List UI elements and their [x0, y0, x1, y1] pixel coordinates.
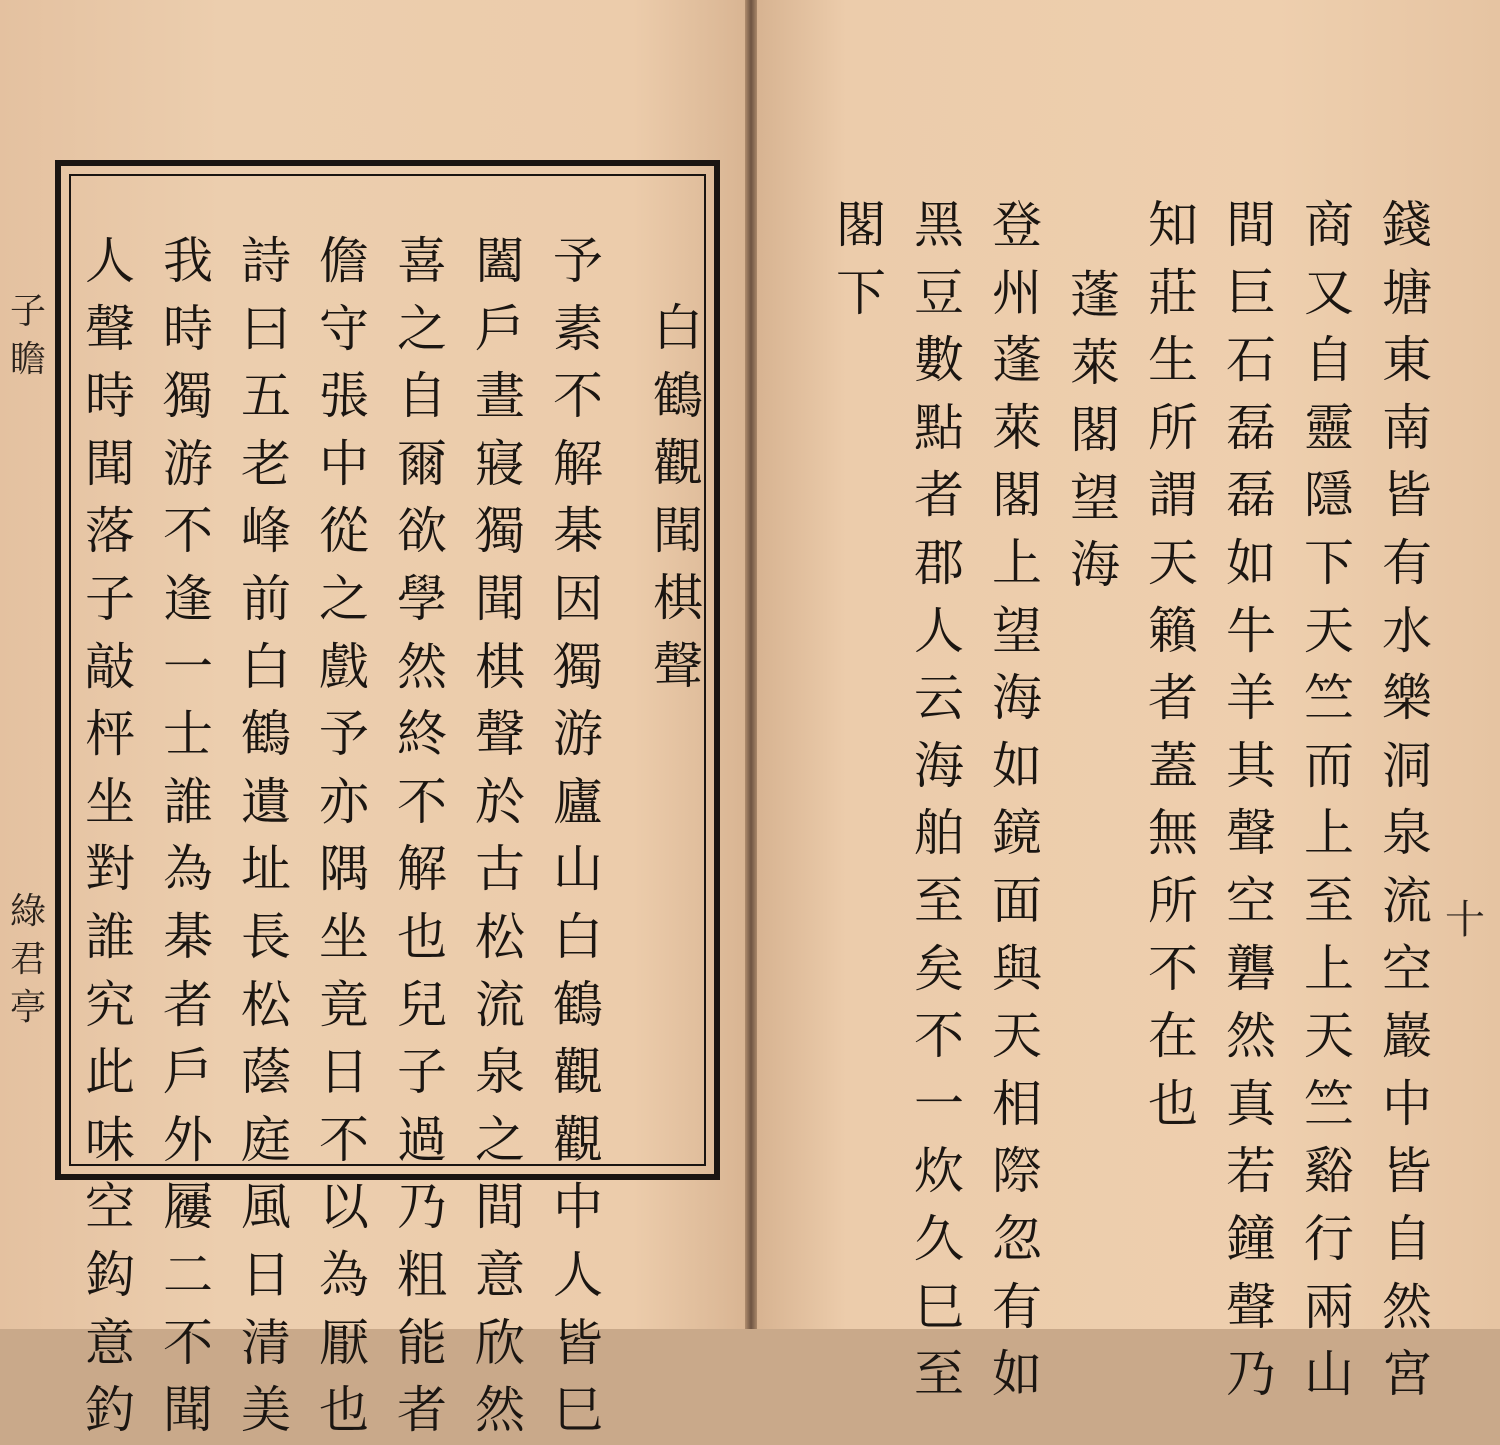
- glyph: 知: [1148, 196, 1198, 254]
- glyph: 皆: [1382, 466, 1432, 525]
- glyph: 白: [553, 907, 603, 966]
- glyph: 空: [85, 1178, 135, 1237]
- glyph: 水: [1382, 601, 1432, 660]
- glyph: 然: [397, 637, 447, 696]
- glyph: 聲: [85, 299, 135, 358]
- glyph: 曰: [241, 299, 291, 358]
- glyph: 舶: [914, 804, 964, 863]
- glyph: 守: [319, 299, 369, 358]
- glyph: 有: [1382, 533, 1432, 592]
- text-column: [1299, 192, 1359, 1409]
- glyph: 聞: [163, 1381, 213, 1440]
- glyph: 者: [1148, 669, 1198, 728]
- glyph: 觀: [553, 1043, 603, 1102]
- glyph: 白: [241, 637, 291, 696]
- glyph: 蔭: [241, 1043, 291, 1102]
- glyph: 望: [992, 601, 1042, 660]
- glyph: 子: [397, 1043, 447, 1102]
- glyph: 究: [85, 975, 135, 1034]
- glyph: 謂: [1148, 466, 1198, 525]
- glyph: 松: [475, 907, 525, 966]
- glyph: 日: [241, 1245, 291, 1304]
- glyph: 巨: [1226, 263, 1276, 322]
- glyph: 屨: [163, 1178, 213, 1237]
- glyph: 者: [914, 466, 964, 525]
- glyph: 生: [1148, 331, 1198, 390]
- glyph: 至: [914, 1345, 964, 1404]
- text-column: [158, 228, 218, 1445]
- glyph: 空: [1226, 871, 1276, 930]
- glyph: 又: [1304, 263, 1354, 322]
- glyph: 從: [319, 502, 369, 561]
- glyph: 者: [163, 975, 213, 1034]
- glyph: 學: [397, 569, 447, 628]
- glyph: 一: [163, 637, 213, 696]
- glyph: 厭: [319, 1313, 369, 1372]
- glyph: 數: [914, 331, 964, 390]
- left-page: [0, 0, 745, 1440]
- text-column: [80, 228, 140, 1445]
- glyph: 錢: [1382, 196, 1432, 254]
- glyph: 無: [1148, 804, 1198, 863]
- text-column: [392, 228, 452, 1445]
- glyph: 泉: [1382, 804, 1432, 863]
- glyph: 久: [914, 1209, 964, 1268]
- glyph: 因: [553, 569, 603, 628]
- glyph: 海: [992, 669, 1042, 728]
- glyph: 也: [397, 907, 447, 966]
- glyph: 黑: [914, 196, 964, 254]
- glyph: 靈: [1304, 398, 1354, 457]
- glyph: 間: [475, 1178, 525, 1237]
- glyph: 面: [992, 871, 1042, 930]
- edge-publisher-char: 綠: [9, 891, 46, 932]
- glyph: 能: [397, 1313, 447, 1372]
- right-page: [757, 0, 1500, 1404]
- glyph: 晝: [475, 367, 525, 426]
- glyph: 商: [1304, 196, 1354, 254]
- glyph: 鶴: [241, 705, 291, 764]
- glyph: 間: [1226, 196, 1276, 254]
- glyph: 皆: [1382, 1142, 1432, 1201]
- glyph: 終: [397, 705, 447, 764]
- glyph: 萊: [992, 398, 1042, 457]
- glyph: 竟: [319, 975, 369, 1034]
- text-column: [831, 192, 891, 327]
- text-column: [236, 228, 296, 1445]
- glyph: 棊: [553, 502, 603, 561]
- glyph: 矣: [914, 939, 964, 998]
- glyph: 美: [241, 1381, 291, 1440]
- glyph: 鈎: [85, 1245, 135, 1304]
- glyph: 不: [1148, 939, 1198, 998]
- glyph: 以: [319, 1178, 369, 1237]
- glyph: 清: [241, 1313, 291, 1372]
- glyph: 樂: [1382, 669, 1432, 728]
- glyph: 空: [1382, 939, 1432, 998]
- glyph: 獨: [475, 502, 525, 561]
- glyph: 欣: [475, 1313, 525, 1372]
- glyph: 莊: [1148, 263, 1198, 322]
- left-edge-title: [6, 288, 50, 384]
- glyph: 棋: [653, 569, 703, 628]
- text-column: [909, 192, 969, 1409]
- glyph: 長: [241, 907, 291, 966]
- glyph: 素: [553, 299, 603, 358]
- glyph: 上: [992, 533, 1042, 592]
- glyph: 籟: [1148, 601, 1198, 660]
- glyph: 下: [836, 263, 886, 322]
- glyph: 為: [319, 1245, 369, 1304]
- glyph: 際: [992, 1142, 1042, 1201]
- glyph: 如: [1226, 533, 1276, 592]
- glyph: 有: [992, 1277, 1042, 1336]
- glyph: 聞: [85, 434, 135, 493]
- glyph: 至: [914, 871, 964, 930]
- glyph: 味: [85, 1110, 135, 1169]
- glyph: 乃: [397, 1178, 447, 1237]
- glyph: 泉: [475, 1043, 525, 1102]
- glyph: 行: [1304, 1209, 1354, 1268]
- glyph: 兒: [397, 975, 447, 1034]
- glyph: 竺: [1304, 1074, 1354, 1133]
- glyph: 天: [1304, 1007, 1354, 1066]
- glyph: 獨: [163, 367, 213, 426]
- glyph: 其: [1226, 736, 1276, 795]
- text-column: [1065, 262, 1125, 600]
- glyph: 與: [992, 939, 1042, 998]
- glyph: 此: [85, 1043, 135, 1102]
- glyph: 喜: [397, 232, 447, 290]
- glyph: 遺: [241, 772, 291, 831]
- glyph: 鐘: [1226, 1209, 1276, 1268]
- glyph: 宮: [1382, 1345, 1432, 1404]
- glyph: 不: [319, 1110, 369, 1169]
- glyph: 隅: [319, 840, 369, 899]
- glyph: 釣: [85, 1381, 135, 1440]
- right-edge-page-number: 十: [1445, 897, 1485, 943]
- glyph: 棊: [163, 907, 213, 966]
- glyph: 觀: [553, 1110, 603, 1169]
- glyph: 自: [1382, 1209, 1432, 1268]
- glyph: 聲: [475, 705, 525, 764]
- glyph: 天: [992, 1007, 1042, 1066]
- glyph: 寢: [475, 434, 525, 493]
- glyph: 蓬: [1070, 266, 1120, 324]
- book-gutter: [745, 0, 757, 1329]
- glyph: 在: [1148, 1007, 1198, 1066]
- glyph: 不: [397, 772, 447, 831]
- glyph: 予: [319, 705, 369, 764]
- text-column: [648, 295, 708, 701]
- glyph: 時: [163, 299, 213, 358]
- glyph: 下: [1304, 533, 1354, 592]
- glyph: 逢: [163, 569, 213, 628]
- glyph: 老: [241, 434, 291, 493]
- glyph: 乃: [1226, 1345, 1276, 1404]
- glyph: 意: [475, 1245, 525, 1304]
- glyph: 自: [397, 367, 447, 426]
- glyph: 過: [397, 1110, 447, 1169]
- glyph: 坐: [85, 772, 135, 831]
- edge-title-char: 瞻: [9, 339, 46, 380]
- glyph: 閣: [836, 196, 886, 254]
- glyph: 於: [475, 772, 525, 831]
- glyph: 礱: [1226, 939, 1276, 998]
- glyph: 云: [914, 669, 964, 728]
- glyph: 予: [553, 232, 603, 290]
- glyph: 之: [397, 299, 447, 358]
- glyph: 炊: [914, 1142, 964, 1201]
- glyph: 如: [992, 1345, 1042, 1404]
- glyph: 人: [553, 1245, 603, 1304]
- glyph: 登: [992, 196, 1042, 254]
- glyph: 所: [1148, 398, 1198, 457]
- text-column: [987, 192, 1047, 1409]
- glyph: 者: [397, 1381, 447, 1440]
- glyph: 戶: [475, 299, 525, 358]
- glyph: 石: [1226, 331, 1276, 390]
- glyph: 流: [475, 975, 525, 1034]
- edge-title-char: 子: [9, 291, 46, 332]
- glyph: 人: [914, 601, 964, 660]
- glyph: 蓬: [992, 331, 1042, 390]
- glyph: 海: [1070, 536, 1120, 595]
- glyph: 坐: [319, 907, 369, 966]
- glyph: 中: [319, 434, 369, 493]
- glyph: 自: [1304, 331, 1354, 390]
- glyph: 誰: [85, 907, 135, 966]
- glyph: 聞: [475, 569, 525, 628]
- glyph: 磊: [1226, 466, 1276, 525]
- glyph: 爾: [397, 434, 447, 493]
- glyph: 谿: [1304, 1142, 1354, 1201]
- glyph: 我: [163, 232, 213, 290]
- glyph: 巳: [553, 1381, 603, 1440]
- glyph: 如: [992, 736, 1042, 795]
- glyph: 為: [163, 840, 213, 899]
- glyph: 至: [1304, 871, 1354, 930]
- text-column: [1221, 192, 1281, 1409]
- glyph: 人: [85, 232, 135, 290]
- glyph: 也: [319, 1381, 369, 1440]
- glyph: 儋: [319, 232, 369, 290]
- glyph: 若: [1226, 1142, 1276, 1201]
- glyph: 而: [1304, 736, 1354, 795]
- glyph: 枰: [85, 705, 135, 764]
- glyph: 也: [1148, 1074, 1198, 1133]
- glyph: 鏡: [992, 804, 1042, 863]
- glyph: 游: [163, 434, 213, 493]
- glyph: 子: [85, 569, 135, 628]
- glyph: 聲: [1226, 1277, 1276, 1336]
- glyph: 洞: [1382, 736, 1432, 795]
- glyph: 天: [1148, 533, 1198, 592]
- glyph: 所: [1148, 871, 1198, 930]
- glyph: 庭: [241, 1110, 291, 1169]
- glyph: 忽: [992, 1209, 1042, 1268]
- glyph: 上: [1304, 939, 1354, 998]
- glyph: 流: [1382, 871, 1432, 930]
- glyph: 真: [1226, 1074, 1276, 1133]
- glyph: 然: [1226, 1007, 1276, 1066]
- glyph: 敲: [85, 637, 135, 696]
- glyph: 棋: [475, 637, 525, 696]
- glyph: 磊: [1226, 398, 1276, 457]
- glyph: 閣: [992, 466, 1042, 525]
- glyph: 巳: [914, 1277, 964, 1336]
- edge-publisher-char: 君: [9, 939, 46, 980]
- glyph: 蓋: [1148, 736, 1198, 795]
- glyph: 觀: [653, 434, 703, 493]
- glyph: 兩: [1304, 1277, 1354, 1336]
- glyph: 隱: [1304, 466, 1354, 525]
- glyph: 址: [241, 840, 291, 899]
- glyph: 闔: [475, 232, 525, 290]
- glyph: 亦: [319, 772, 369, 831]
- glyph: 詩: [241, 232, 291, 290]
- glyph: 落: [85, 502, 135, 561]
- glyph: 海: [914, 736, 964, 795]
- glyph: 羊: [1226, 669, 1276, 728]
- glyph: 張: [319, 367, 369, 426]
- glyph: 不: [553, 367, 603, 426]
- glyph: 上: [1304, 804, 1354, 863]
- glyph: 意: [85, 1313, 135, 1372]
- glyph: 點: [914, 398, 964, 457]
- glyph: 天: [1304, 601, 1354, 660]
- edge-publisher-char: 亭: [9, 987, 46, 1028]
- glyph: 萊: [1070, 333, 1120, 392]
- glyph: 郡: [914, 533, 964, 592]
- glyph: 誰: [163, 772, 213, 831]
- glyph: 欲: [397, 502, 447, 561]
- glyph: 皆: [553, 1313, 603, 1372]
- glyph: 東: [1382, 331, 1432, 390]
- glyph: 戶: [163, 1043, 213, 1102]
- glyph: 中: [553, 1178, 603, 1237]
- glyph: 峰: [241, 502, 291, 561]
- glyph: 相: [992, 1074, 1042, 1133]
- glyph: 鶴: [653, 366, 703, 425]
- glyph: 竺: [1304, 669, 1354, 728]
- glyph: 聲: [1226, 804, 1276, 863]
- glyph: 山: [553, 840, 603, 899]
- glyph: 解: [553, 434, 603, 493]
- text-column: [314, 228, 374, 1445]
- glyph: 南: [1382, 398, 1432, 457]
- glyph: 不: [163, 502, 213, 561]
- glyph: 白: [653, 299, 703, 357]
- glyph: 對: [85, 840, 135, 899]
- glyph: 然: [1382, 1277, 1432, 1336]
- glyph: 不: [163, 1313, 213, 1372]
- glyph: 之: [319, 569, 369, 628]
- glyph: 山: [1304, 1345, 1354, 1404]
- text-column: [1377, 192, 1437, 1409]
- glyph: 廬: [553, 772, 603, 831]
- glyph: 獨: [553, 637, 603, 696]
- glyph: 望: [1070, 468, 1120, 527]
- glyph: 士: [163, 705, 213, 764]
- glyph: 外: [163, 1110, 213, 1169]
- glyph: 聞: [653, 501, 703, 560]
- glyph: 前: [241, 569, 291, 628]
- glyph: 時: [85, 367, 135, 426]
- glyph: 聲: [653, 636, 703, 695]
- glyph: 一: [914, 1074, 964, 1133]
- glyph: 之: [475, 1110, 525, 1169]
- glyph: 戲: [319, 637, 369, 696]
- glyph: 然: [475, 1381, 525, 1440]
- glyph: 解: [397, 840, 447, 899]
- glyph: 二: [163, 1245, 213, 1304]
- text-column: [548, 228, 608, 1445]
- glyph: 閣: [1070, 401, 1120, 460]
- glyph: 牛: [1226, 601, 1276, 660]
- glyph: 鶴: [553, 975, 603, 1034]
- glyph: 五: [241, 367, 291, 426]
- glyph: 日: [319, 1043, 369, 1102]
- glyph: 粗: [397, 1245, 447, 1304]
- glyph: 巖: [1382, 1007, 1432, 1066]
- glyph: 不: [914, 1007, 964, 1066]
- glyph: 風: [241, 1178, 291, 1237]
- glyph: 游: [553, 705, 603, 764]
- glyph: 古: [475, 840, 525, 899]
- glyph: 州: [992, 263, 1042, 322]
- glyph: 松: [241, 975, 291, 1034]
- text-column: [470, 228, 530, 1445]
- glyph: 豆: [914, 263, 964, 322]
- glyph: 中: [1382, 1074, 1432, 1133]
- text-column: [1143, 192, 1203, 1138]
- left-text-frame: [55, 160, 720, 1180]
- left-edge-publisher: [6, 888, 50, 1032]
- glyph: 塘: [1382, 263, 1432, 322]
